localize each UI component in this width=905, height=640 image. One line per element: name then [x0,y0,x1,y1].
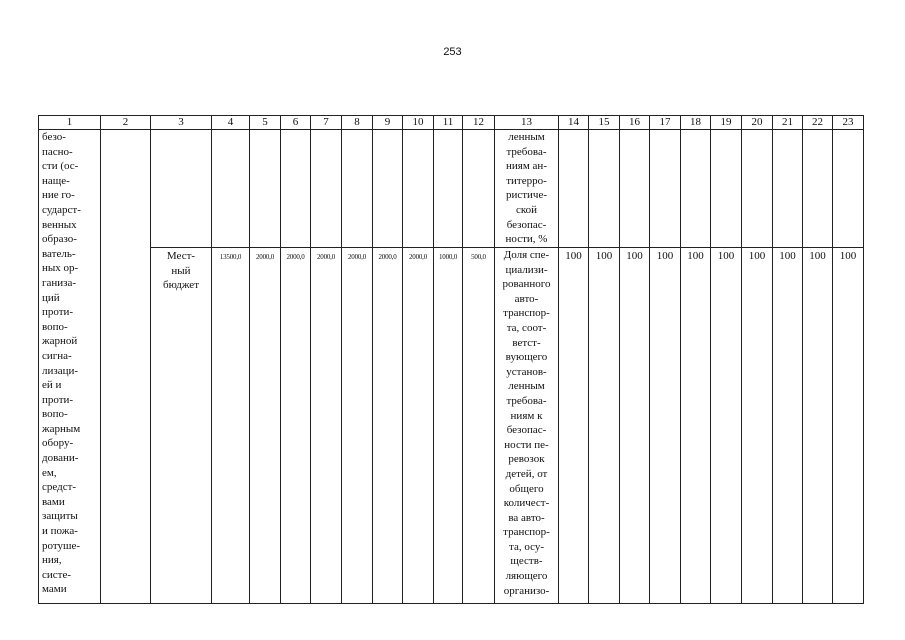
empty-cell [463,130,495,248]
header-cell: 2 [101,116,151,130]
header-cell: 1 [39,116,101,130]
empty-cell [342,130,373,248]
header-cell: 7 [311,116,342,130]
empty-cell [742,130,773,248]
empty-cell [681,130,711,248]
header-cell: 17 [650,116,681,130]
indicator-value: 100 [833,248,864,604]
header-cell: 6 [281,116,311,130]
header-cell: 13 [495,116,559,130]
funding-source-cell [151,248,212,604]
funding-value: 2000,0 [311,248,342,604]
empty-cell [151,130,212,248]
header-cell: 20 [742,116,773,130]
indicator-value: 100 [559,248,589,604]
empty-cell [403,130,434,248]
funding-value: 500,0 [463,248,495,604]
indicator-value: 100 [620,248,650,604]
empty-cell [589,130,620,248]
empty-cell [833,130,864,248]
indicator-value: 100 [803,248,833,604]
header-cell: 12 [463,116,495,130]
header-cell: 4 [212,116,250,130]
header-cell: 21 [773,116,803,130]
activity-description-cell [39,130,101,604]
header-cell: 9 [373,116,403,130]
header-cell: 10 [403,116,434,130]
program-table [38,115,864,604]
header-cell: 8 [342,116,373,130]
indicator-name-cell [495,248,559,604]
header-cell: 16 [620,116,650,130]
empty-cell [212,130,250,248]
funding-value: 2000,0 [373,248,403,604]
table-row [39,248,864,604]
indicator-value: 100 [650,248,681,604]
funding-value: 1000,0 [434,248,463,604]
empty-cell [101,130,151,604]
header-cell: 22 [803,116,833,130]
empty-cell [250,130,281,248]
empty-cell [803,130,833,248]
page-number: 253 [443,46,462,58]
activity-description: безо- пасно- сти (ос- наще- ние го- сударст- венных образо- ватель- ных ор- ганиза- ций проти- вопо- жарной сигна- лизаци- ей и проти- вопо- жарным обору- довани- ем, средст- вами защиты и пожа- ротуше- ния, систе- мами [42,131,81,596]
indicator-value: 100 [742,248,773,604]
empty-cell [281,130,311,248]
header-cell: 14 [559,116,589,130]
funding-value: 13500,0 [212,248,250,604]
empty-cell [650,130,681,248]
indicator-value: 100 [681,248,711,604]
funding-value: 2000,0 [342,248,373,604]
empty-cell [559,130,589,248]
indicator-name-cell [495,130,559,248]
funding-source: Мест- ный бюджет [163,250,199,292]
empty-cell [311,130,342,248]
indicator-name: Доля спе- циализи- рованного авто- транспор- та, соот- ветст- вующего установ- ленным требова- ниям к безопас- ности пе- ревозок детей, от общего количест- ва авто- транспор- та, осу- ществ- ляющего организо- [502,249,551,597]
indicator-value: 100 [773,248,803,604]
header-cell: 18 [681,116,711,130]
funding-value: 2000,0 [281,248,311,604]
header-cell: 15 [589,116,620,130]
funding-value: 2000,0 [403,248,434,604]
header-cell: 3 [151,116,212,130]
indicator-value: 100 [711,248,742,604]
header-cell: 23 [833,116,864,130]
table-row [39,130,864,248]
empty-cell [373,130,403,248]
header-row [39,116,864,130]
header-cell: 11 [434,116,463,130]
indicator-name-continued: ленным требова- ниям ан- титерро- ристиче- ской безопас- ности, % [505,131,548,246]
header-cell: 19 [711,116,742,130]
empty-cell [711,130,742,248]
funding-value: 2000,0 [250,248,281,604]
indicator-value: 100 [589,248,620,604]
empty-cell [620,130,650,248]
empty-cell [434,130,463,248]
header-cell: 5 [250,116,281,130]
empty-cell [773,130,803,248]
